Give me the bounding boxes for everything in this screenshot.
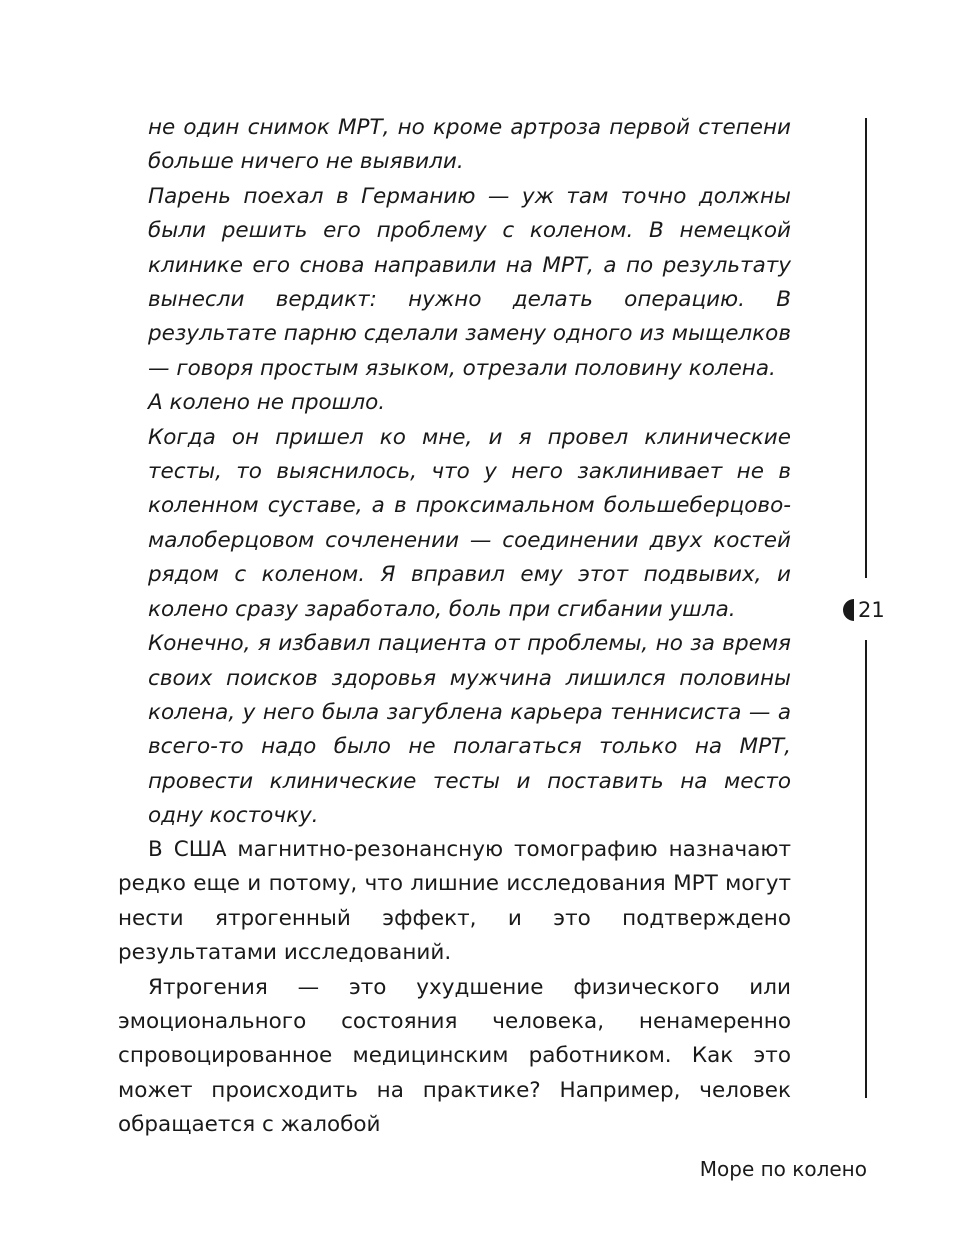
case-story-paragraph: не один снимок МРТ, но кроме артроза первой степени больше ничего не выявили. [148, 115, 791, 175]
main-text-block [118, 833, 791, 1143]
half-circle-icon [843, 599, 854, 621]
margin-rule-top [865, 118, 867, 578]
page-number-marker [843, 596, 885, 624]
case-story-paragraph: А колено не прошло. [148, 390, 386, 416]
margin-rule-bottom [865, 640, 867, 1098]
case-story-block [148, 111, 791, 834]
running-footer: Море по колено [699, 1157, 867, 1181]
page-number: 21 [858, 598, 885, 622]
case-story-paragraph: Когда он пришел ко мне, и я провел клинические тесты, то выяснилось, что у него заклинивает не в коленном суставе, а в проксимальном большеберцово-малоберцовом сочленении — соединении двух костей рядом с коленом. Я вправил ему этот подвывих, и колено сразу заработало, боль при сгибании ушла. [148, 424, 791, 622]
main-text-paragraph: В США магнитно-резонансную томографию назначают редко еще и потому, что лишние исследования МРТ могут нести ятрогенный эффект, и это подтверждено результатами исследований. [118, 837, 791, 966]
main-text-paragraph: Ятрогения — это ухудшение физического или эмоционального состояния человека, ненамеренно спровоцированное медицинским работником. Как это может происходить на практике? Например, человек обращается с жалобой [118, 974, 791, 1138]
case-story-paragraph: Конечно, я избавил пациента от проблемы, но за время своих поисков здоровья мужчина лишился половины колена, у него была загублена карьера теннисиста — а всего-то надо было не полагаться только на МРТ, провести клинические тесты и поставить на место одну косточку. [148, 631, 791, 829]
case-story-paragraph: Парень поехал в Германию — уж там точно должны были решить его проблему с коленом. В немецкой клинике его снова направили на МРТ, а по результату вынесли вердикт: нужно делать операцию. В результате парню сделали замену одного из мыщелков — говоря простым языком, отрезали половину колена. [148, 183, 791, 381]
